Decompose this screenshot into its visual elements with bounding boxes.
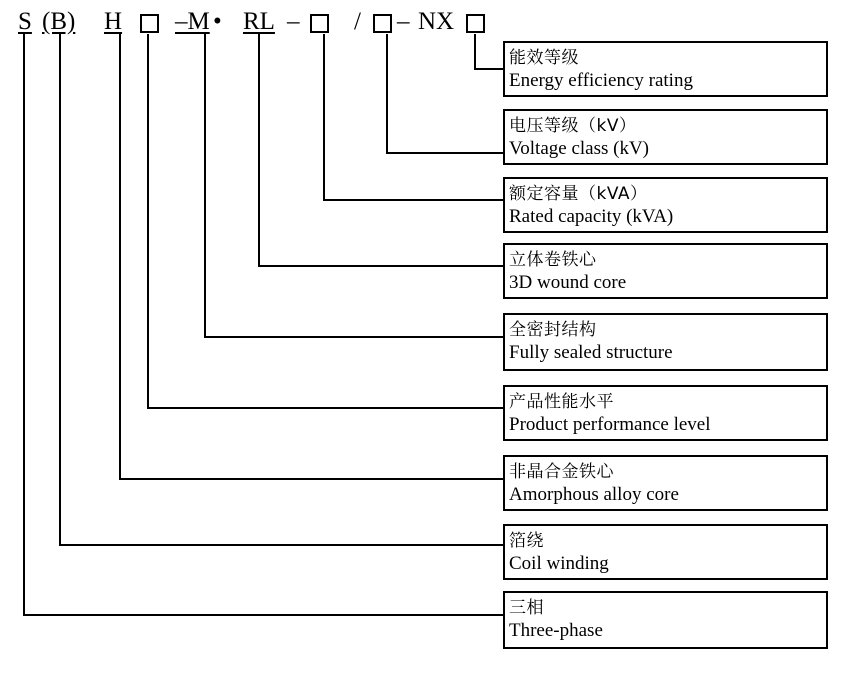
code-token-s: S — [18, 8, 32, 35]
code-token-dash2: – — [397, 8, 410, 35]
callout-label-en: Amorphous alloy core — [509, 484, 679, 505]
callout-fully-sealed-structure — [503, 313, 828, 371]
callout-voltage-class — [503, 109, 828, 165]
code-token-dash1: – — [287, 8, 300, 35]
code-token-nx: NX — [418, 8, 455, 35]
callout-label-cn: 三相 — [509, 598, 544, 618]
callout-label-en: Fully sealed structure — [509, 342, 673, 363]
callout-label-en: Three-phase — [509, 620, 603, 641]
code-token-b: (B) — [42, 8, 76, 35]
callout-label-cn: 电压等级（kV） — [509, 116, 637, 136]
callout-label-en: 3D wound core — [509, 272, 627, 293]
callout-label-en: Rated capacity (kVA) — [509, 206, 674, 227]
callout-label-cn: 能效等级 — [509, 48, 579, 68]
code-token-h: H — [104, 8, 123, 35]
callout-product-performance-level — [503, 385, 828, 441]
callout-label-cn: 箔绕 — [509, 531, 544, 551]
callout-coil-winding — [503, 524, 828, 580]
code-token-rl: RL — [243, 8, 275, 35]
callout-label-cn: 非晶合金铁心 — [509, 462, 614, 482]
callout-rated-capacity — [503, 177, 828, 233]
code-token-dot: • — [213, 8, 222, 35]
callout-3d-wound-core — [503, 243, 828, 299]
callout-label-cn: 全密封结构 — [509, 320, 597, 340]
callout-label-en: Voltage class (kV) — [509, 138, 650, 159]
callout-label-cn: 产品性能水平 — [509, 392, 614, 412]
callout-label-en: Coil winding — [509, 553, 609, 574]
callout-three-phase — [503, 591, 828, 649]
callout-label-cn: 额定容量（kVA） — [509, 184, 648, 204]
callout-label-cn: 立体卷铁心 — [509, 250, 597, 270]
callout-label-en: Energy efficiency rating — [509, 70, 693, 91]
callout-energy-efficiency — [503, 41, 828, 97]
code-token-m: –M — [175, 8, 210, 35]
code-token-slash: / — [354, 8, 361, 35]
callout-label-en: Product performance level — [509, 414, 711, 435]
callout-amorphous-alloy-core — [503, 455, 828, 511]
